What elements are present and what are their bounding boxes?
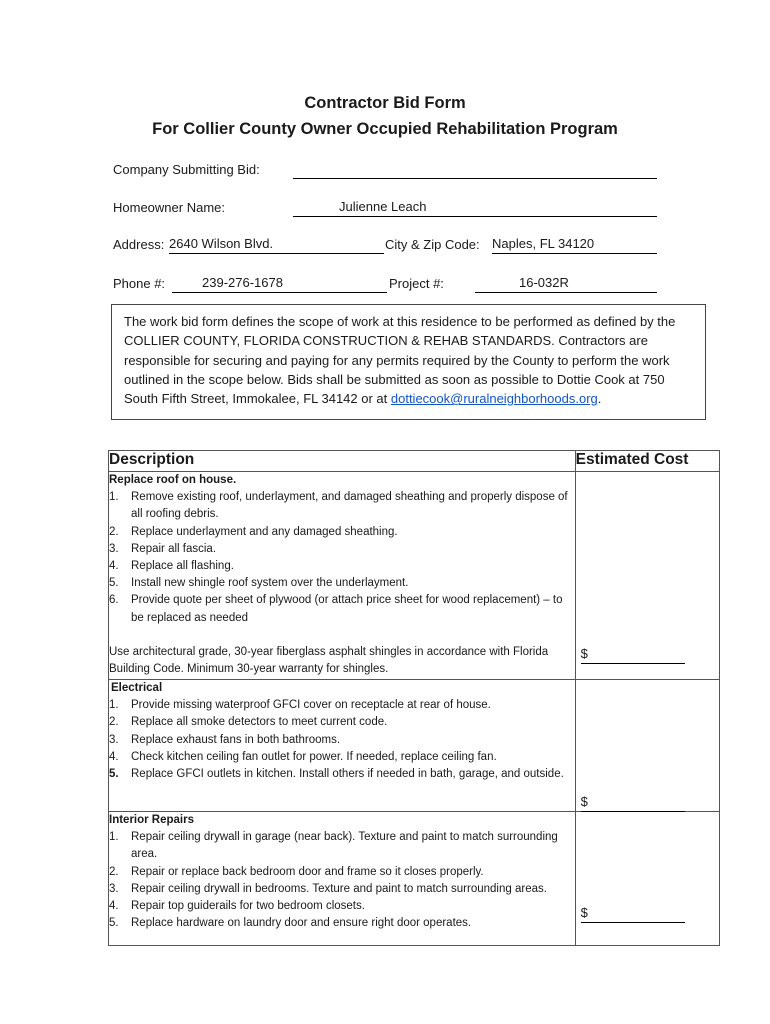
item-text: Repair all fascia. — [131, 542, 217, 555]
item-number: 4. — [109, 900, 119, 913]
item-text: Install new shingle roof system over the underlayment. — [131, 577, 409, 590]
item-text: Repair ceiling drywall in garage (near back). Texture and paint to match surrounding area. — [131, 831, 558, 861]
description-header: Description — [109, 451, 576, 472]
item-number: 4. — [109, 750, 119, 763]
item-text: Replace hardware on laundry door and ensure right door operates. — [131, 917, 472, 930]
scope-notice — [111, 304, 706, 420]
roof-items — [109, 489, 575, 627]
list-item — [109, 489, 575, 523]
item-number: 6. — [109, 594, 119, 607]
interior-cost-cell[interactable] — [575, 812, 719, 946]
interior-cost-field[interactable]: $ — [581, 905, 685, 923]
section-title: Replace roof on house. — [109, 474, 237, 486]
bid-table — [108, 450, 720, 946]
item-text: Check kitchen ceiling fan outlet for power. If needed, replace ceiling fan. — [131, 750, 497, 763]
item-number: 5. — [109, 917, 119, 930]
homeowner-value: Julienne Leach — [339, 199, 427, 214]
item-text: Replace underlayment and any damaged sheathing. — [131, 525, 398, 538]
phone-field[interactable] — [172, 275, 387, 293]
item-text: Repair top guiderails for two bedroom closets. — [131, 900, 365, 913]
list-item — [109, 732, 575, 749]
item-number: 1. — [109, 699, 119, 712]
list-item — [109, 898, 575, 915]
list-item — [109, 558, 575, 575]
electrical-cost-field[interactable]: $ — [581, 794, 685, 812]
list-item — [109, 915, 575, 932]
address-field[interactable] — [169, 236, 384, 254]
notice-period: . — [597, 391, 602, 407]
city-zip-field[interactable] — [492, 236, 657, 254]
electrical-cost-cell[interactable] — [575, 680, 719, 812]
company-label: Company Submitting Bid: — [113, 162, 260, 177]
item-text: Provide quote per sheet of plywood (or attach price sheet for wood replacement) – to be replaced as needed — [131, 594, 563, 624]
item-number: 3. — [109, 542, 119, 555]
interior-section — [109, 812, 576, 946]
list-item — [109, 766, 575, 783]
roof-cost-field[interactable]: $ — [581, 646, 685, 664]
list-item — [109, 864, 575, 881]
electrical-section — [109, 680, 576, 812]
item-text: Repair or replace back bedroom door and frame so it closes properly. — [131, 865, 484, 878]
form-title: Contractor Bid Form — [304, 94, 466, 112]
roof-cost-cell[interactable] — [575, 472, 719, 680]
city-zip-label: City & Zip Code: — [385, 237, 480, 252]
list-item — [109, 592, 575, 626]
item-text: Provide missing waterproof GFCI cover on receptacle at rear of house. — [131, 699, 491, 712]
list-item — [109, 714, 575, 731]
item-text: Replace exhaust fans in both bathrooms. — [131, 733, 341, 746]
item-text: Remove existing roof, underlayment, and damaged sheathing and properly dispose of all roofing debris. — [131, 491, 568, 521]
list-item — [109, 541, 575, 558]
homeowner-field[interactable] — [293, 199, 657, 217]
item-number: 2. — [109, 865, 119, 878]
item-number: 5. — [109, 577, 119, 590]
homeowner-label: Homeowner Name: — [113, 200, 225, 215]
electrical-items — [109, 697, 575, 783]
form-subtitle: For Collier County Owner Occupied Rehabilitation Program — [152, 120, 618, 138]
section-title: Interior Repairs — [109, 814, 194, 826]
roof-section — [109, 472, 576, 680]
table-header-row — [109, 451, 720, 472]
item-number: 3. — [109, 733, 119, 746]
scope-notice-text: The work bid form defines the scope of work at this residence to be performed as defined by the COLLIER COUNTY, FLORIDA CONSTRUCTION & REHAB STANDARDS. Contractors are responsible for securing and paying for any permits required by the County to perform the work outlined in the scope below. Bids shall be submitted as soon as possible to Dottie Cook at 750 South Fifth Street, Immokalee, FL 34142 or at — [124, 314, 676, 407]
project-value: 16-032R — [519, 275, 569, 290]
list-item — [109, 697, 575, 714]
list-item — [109, 881, 575, 898]
estimated-cost-header: Estimated Cost — [575, 451, 719, 472]
table-row — [109, 812, 720, 946]
item-number: 1. — [109, 491, 119, 504]
list-item — [109, 749, 575, 766]
table-row — [109, 680, 720, 812]
item-text: Replace GFCI outlets in kitchen. Install others if needed in bath, garage, and outside. — [131, 768, 564, 781]
city-zip-value: Naples, FL 34120 — [492, 236, 595, 251]
address-label: Address: — [113, 237, 165, 252]
list-item — [109, 575, 575, 592]
address-value: 2640 Wilson Blvd. — [169, 236, 274, 251]
phone-value: 239-276-1678 — [202, 275, 283, 290]
project-field[interactable] — [475, 275, 657, 293]
item-text: Replace all smoke detectors to meet current code. — [131, 716, 388, 729]
item-number: 4. — [109, 560, 119, 573]
section-title: Electrical — [111, 682, 163, 694]
item-number: 1. — [109, 831, 119, 844]
table-row — [109, 472, 720, 680]
project-label: Project #: — [389, 276, 444, 291]
phone-label: Phone #: — [113, 276, 166, 291]
item-number: 2. — [109, 525, 119, 538]
item-number: 3. — [109, 882, 119, 895]
company-field[interactable] — [293, 161, 657, 179]
item-number: 2. — [109, 716, 119, 729]
contact-email-link[interactable]: dottiecook@ruralneighborhoods.org — [390, 391, 598, 407]
list-item — [109, 829, 575, 863]
shingle-note: Use architectural grade, 30-year fiberglass asphalt shingles in accordance with Florida Building Code. Minimum 30-year warranty for shingles. — [109, 645, 549, 676]
item-text: Replace all flashing. — [131, 560, 234, 573]
list-item — [109, 524, 575, 541]
item-number: 5. — [109, 768, 119, 781]
item-text: Repair ceiling drywall in bedrooms. Texture and paint to match surrounding areas. — [131, 882, 547, 895]
interior-items — [109, 829, 575, 932]
